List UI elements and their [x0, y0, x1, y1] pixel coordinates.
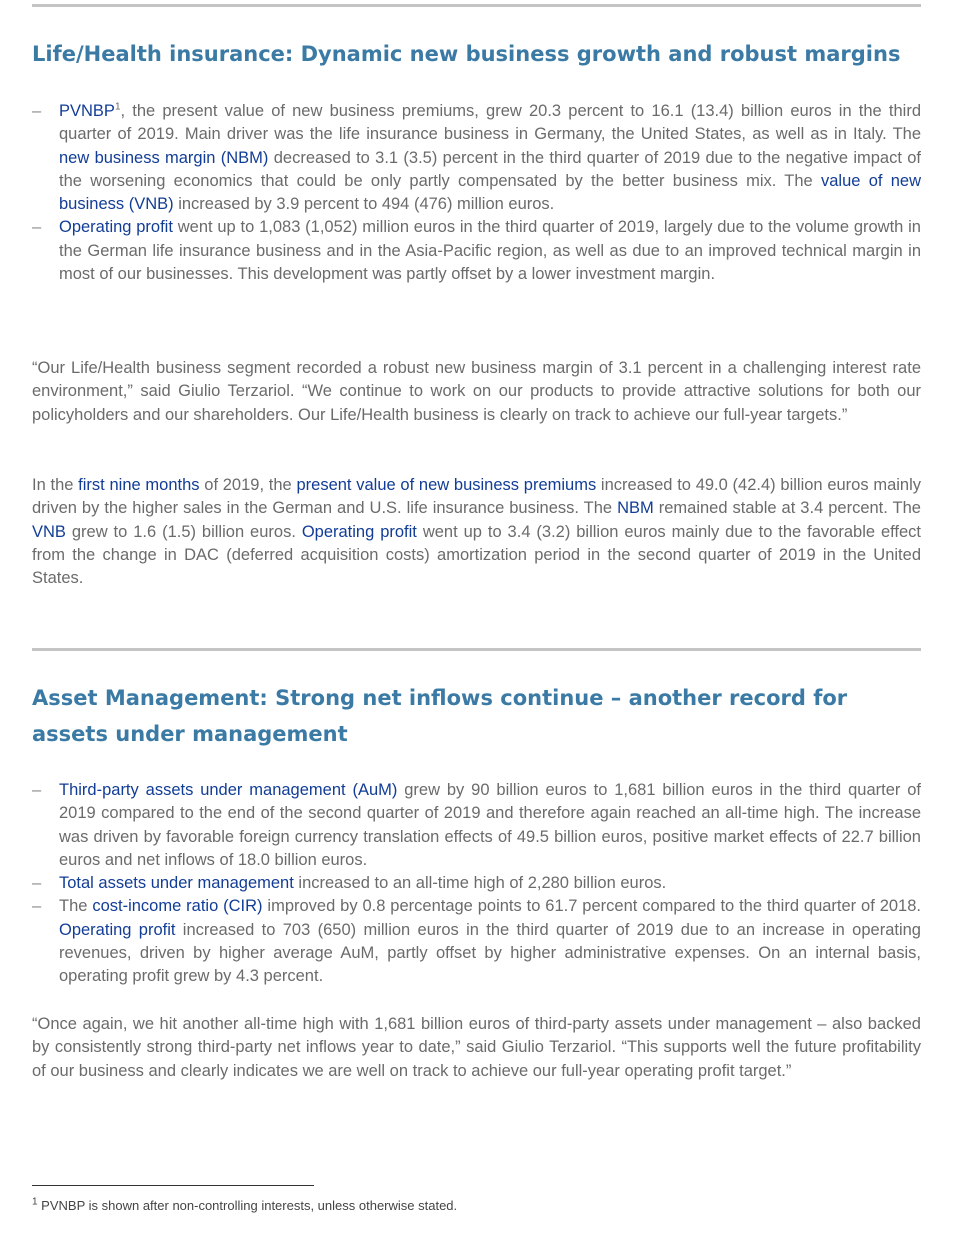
bullet-dash: – — [32, 897, 42, 916]
list-item — [32, 895, 921, 988]
list-item — [32, 100, 921, 216]
list-item — [32, 872, 921, 895]
footnote — [32, 1198, 457, 1213]
section-divider-top — [32, 4, 921, 7]
footnote-marker: 1 — [32, 1196, 38, 1208]
list-item — [32, 779, 921, 872]
footnote-text: PVNBP is shown after non-controlling interests, unless otherwise stated. — [37, 1198, 458, 1213]
body-text: decreased to 3.1 (3.5) percent in the third quarter of 2019 due to the negative impact of the worsening economics that could be only partly compensated by the better business mix. The — [59, 148, 921, 190]
term-vnb: value of new business (VNB) — [59, 171, 921, 214]
body-text: increased to an all-time high of 2,280 billion euros. — [293, 874, 667, 893]
bullet-dash: – — [32, 874, 42, 893]
bullet-dash: – — [32, 218, 42, 237]
life-health-nine-months — [32, 474, 921, 590]
body-text: In the — [32, 476, 79, 494]
bullet-dash: – — [32, 781, 42, 799]
term-cir: cost-income ratio (CIR) — [92, 897, 263, 916]
term-operating-profit: Operating profit — [59, 218, 173, 237]
section-divider — [32, 648, 921, 651]
body-text: , the present value of new business premiums, grew 20.3 percent to 16.1 (13.4) billion euros in the third quarter of 2019. Main driver was the life insurance business in Germany, the United States, as well as in Italy. The — [59, 102, 921, 144]
body-text: went up to 1,083 (1,052) million euros in the third quarter of 2019, largely due to the volume growth in the German life insurance business and in the Asia-Pacific region, as well as due to an improved technical margin in most of our businesses. This development was partly offset by a lower investment margin. — [59, 218, 921, 284]
term-third-party-aum: Third-party assets under management (AuM) — [59, 781, 398, 799]
body-text: increased to 703 (650) million euros in the third quarter of 2019 due to an increase in operating revenues, driven by higher average AuM, partly offset by higher administrative expenses. On an internal basis, operating profit grew by 4.3 percent. — [59, 920, 921, 986]
term-pv-new-business-premiums: present value of new business premiums — [296, 476, 597, 494]
footnote-divider — [32, 1185, 314, 1186]
life-health-bullet-list — [32, 100, 921, 286]
list-item — [32, 216, 921, 286]
term-nbm: NBM — [617, 499, 654, 518]
term-total-aum: Total assets under management — [59, 874, 294, 893]
body-text: of 2019, the — [199, 476, 297, 494]
body-text: went up to 3.4 (3.2) billion euros mainly due to the favorable effect from the change in DAC (deferred acquisition costs) amortization period in the second quarter of 2019 in the United States. — [32, 522, 922, 588]
body-text: grew to 1.6 (1.5) billion euros. — [65, 522, 302, 541]
body-text: improved by 0.8 percentage points to 61.7 percent compared to the third quarter of 2018. — [262, 897, 921, 916]
life-health-quote: “Our Life/Health business segment recorded a robust new business margin of 3.1 percent in a challenging interest rate environment,” said Giulio Terzariol. “We continue to work on our products to provide attractive solutions for both our policyholders and our shareholders. Our Life/Health business is clearly on track to achieve our full-year targets.” — [32, 359, 921, 424]
body-text: The — [59, 897, 93, 916]
asset-management-quote: “Once again, we hit another all-time high with 1,681 billion euros of third-party assets under management – also backed by consistently strong third-party net inflows year to date,” said Giulio Terzariol. “This supports well the future profitability of our business and clearly indicates we are well on track to achieve our full-year operating profit target.” — [32, 1015, 921, 1080]
asset-management-heading: Asset Management: Strong net inflows continue – another record for assets under management — [32, 686, 848, 746]
term-vnb: VNB — [32, 522, 66, 541]
term-first-nine-months: first nine months — [78, 476, 200, 494]
bullet-dash: – — [32, 102, 42, 120]
term-pvnbp: PVNBP — [59, 102, 115, 120]
body-text: increased to 49.0 (42.4) billion euros mainly driven by the higher sales in the German and U.S. life insurance business. The — [32, 476, 922, 518]
body-text: increased by 3.9 percent to 494 (476) million euros. — [173, 195, 555, 214]
life-health-heading: Life/Health insurance: Dynamic new business growth and robust margins — [32, 42, 901, 66]
asset-management-bullet-list — [32, 779, 921, 989]
term-nbm: new business margin (NBM) — [59, 148, 269, 167]
footnote-ref: 1 — [114, 101, 121, 113]
body-text: grew by 90 billion euros to 1,681 billion euros in the third quarter of 2019 compared to the end of the second quarter of 2019 and therefore again reached an all-time high. The increase was driven by favorable foreign currency translation effects of 49.5 billion euros, positive market effects of 22.7 billion euros and net inflows of 18.0 billion euros. — [59, 781, 922, 869]
term-operating-profit: Operating profit — [301, 522, 417, 541]
body-text: remained stable at 3.4 percent. The — [653, 499, 921, 518]
term-operating-profit: Operating profit — [59, 920, 176, 939]
